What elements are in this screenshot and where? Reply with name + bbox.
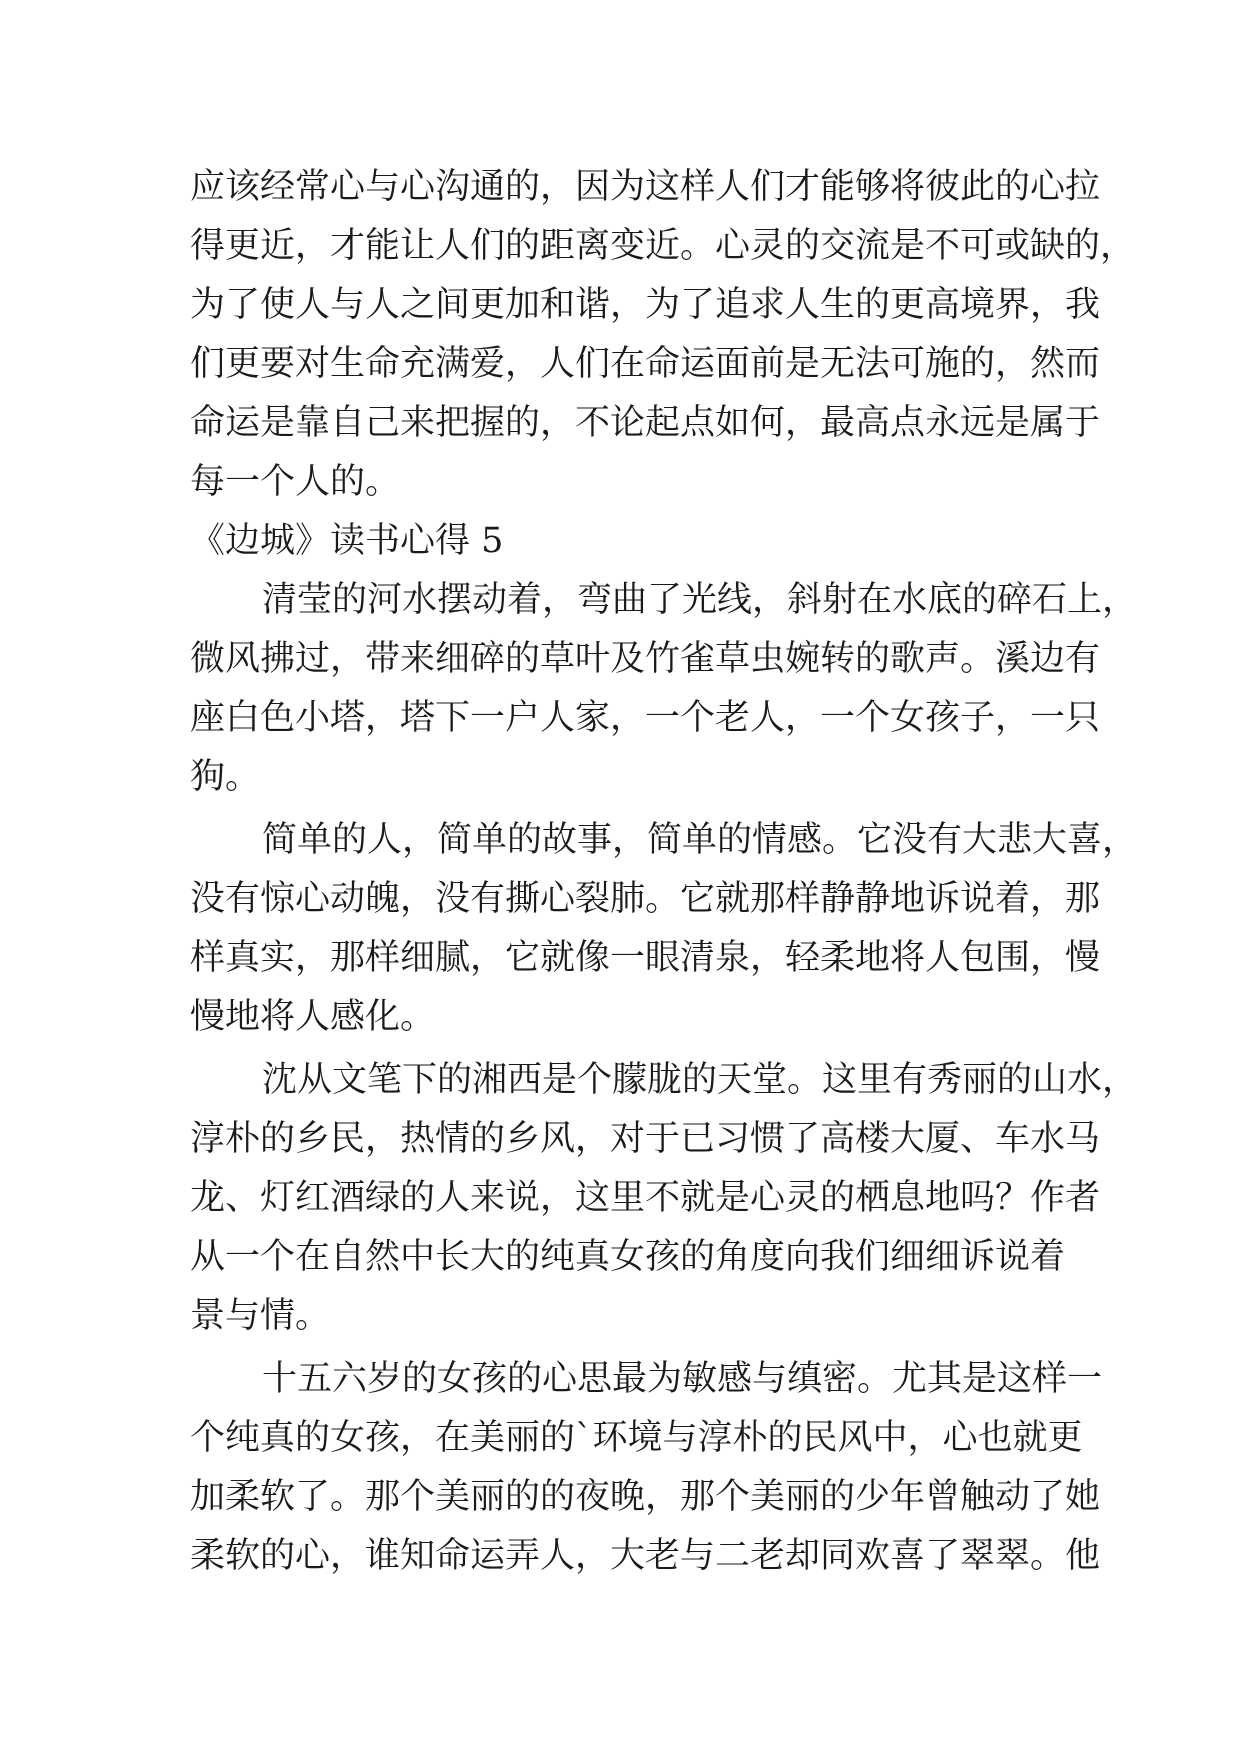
paragraph-2 [190, 811, 1138, 1047]
text-line: 命运是靠自己来把握的，不论起点如何，最高点永远是属于 [190, 403, 1101, 443]
text-line: 个纯真的女孩，在美丽的`环境与淳朴的民风中，心也就更 [190, 1418, 1083, 1458]
text-line: 得更近，才能让人们的距离变近。心灵的交流是不可或缺的， [190, 226, 1136, 266]
section-title: 《边城》读书心得 5 [190, 521, 504, 561]
text-line: 淳朴的乡民，热情的乡风，对于已习惯了高楼大厦、车水马 [190, 1119, 1101, 1159]
text-line: 加柔软了。那个美丽的的夜晚，那个美丽的少年曾触动了她 [190, 1477, 1101, 1517]
paragraph-3 [190, 1051, 1138, 1346]
text-line: 景与情。 [190, 1296, 331, 1336]
text-line: 慢地将人感化。 [190, 997, 436, 1037]
paragraph-1 [190, 571, 1138, 807]
text-line: 龙、灯红酒绿的人来说，这里不就是心灵的栖息地吗？作者 [190, 1178, 1101, 1218]
text-line: 狗。 [190, 757, 261, 797]
text-line: 样真实，那样细腻，它就像一眼清泉，轻柔地将人包围，慢 [190, 938, 1101, 978]
text-line: 十五六岁的女孩的心思最为敏感与缜密。尤其是这样一 [262, 1359, 1103, 1399]
document-page [190, 158, 1138, 1586]
text-line: 清莹的河水摆动着，弯曲了光线，斜射在水底的碎石上， [262, 580, 1138, 620]
text-line: 从一个在自然中长大的纯真女孩的角度向我们细细诉说着 [190, 1237, 1066, 1277]
text-line: 简单的人，简单的故事，简单的情感。它没有大悲大喜， [262, 820, 1138, 860]
intro-paragraph [190, 158, 1136, 512]
text-line: 微风拂过，带来细碎的草叶及竹雀草虫婉转的歌声。溪边有 [190, 639, 1101, 679]
text-line: 应该经常心与心沟通的，因为这样人们才能够将彼此的心拉 [190, 167, 1101, 207]
text-line: 沈从文笔下的湘西是个朦胧的天堂。这里有秀丽的山水， [262, 1060, 1138, 1100]
text-line: 柔软的心，谁知命运弄人，大老与二老却同欢喜了翠翠。他 [190, 1536, 1101, 1576]
text-line: 座白色小塔，塔下一户人家，一个老人，一个女孩子，一只 [190, 698, 1101, 738]
text-line: 每一个人的。 [190, 462, 401, 502]
paragraph-4 [190, 1350, 1103, 1586]
text-line: 为了使人与人之间更加和谐，为了追求人生的更高境界，我 [190, 285, 1101, 325]
text-line: 没有惊心动魄，没有撕心裂肺。它就那样静静地诉说着，那 [190, 879, 1101, 919]
text-line: 们更要对生命充满爱，人们在命运面前是无法可施的，然而 [190, 344, 1101, 384]
